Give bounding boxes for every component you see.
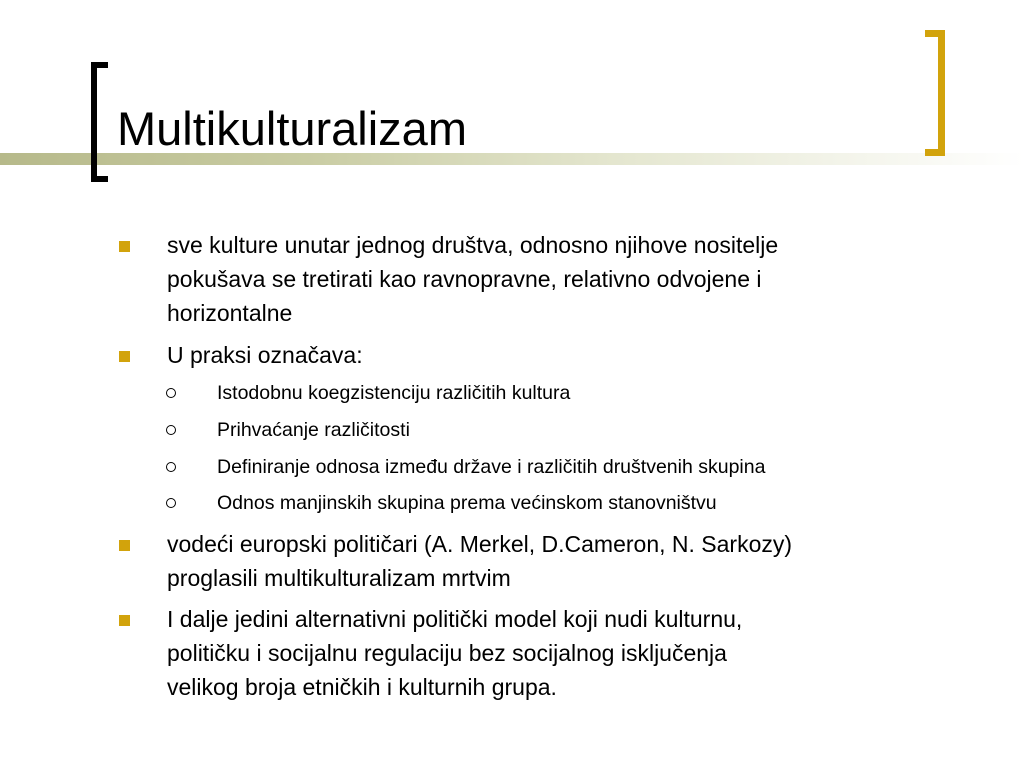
sub-bullet-text: Odnos manjinskih skupina prema većinskom stanovništvu [217,492,717,514]
sub-bullet-text: Definiranje odnosa između države i različitih društvenih skupina [217,456,766,478]
circle-bullet-icon [166,498,176,508]
circle-bullet-icon [166,462,176,472]
bullet-line: velikog broja etničkih i kulturnih grupa. [167,674,557,700]
sub-bullet-text: Istodobnu koegzistenciju različitih kultura [217,382,571,404]
sub-bullet-text: Prihvaćanje različitosti [217,419,410,441]
circle-bullet-icon [166,425,176,435]
circle-bullet-icon [166,388,176,398]
bullet-line: sve kulture unutar jednog društva, odnosno njihove nositelje [167,232,779,258]
square-bullet-icon [119,241,130,252]
slide-title: Multikulturalizam [117,102,467,155]
square-bullet-icon [119,615,130,626]
bullet-line: pokušava se tretirati kao ravnopravne, relativno odvojene i [167,266,762,292]
bullet-line: vodeći europski političari (A. Merkel, D.Cameron, N. Sarkozy) [167,531,793,557]
square-bullet-icon [119,351,130,362]
bullet-line: I dalje jedini alternativni politički model koji nudi kulturnu, [167,606,743,632]
left-bracket-decoration [91,62,108,182]
right-bracket-decoration [925,30,945,156]
bullet-line: proglasili multikulturalizam mrtvim [167,565,511,591]
square-bullet-icon [119,540,130,551]
bullet-line: horizontalne [167,300,293,326]
bullet-line: političku i socijalnu regulaciju bez socijalnog isključenja [167,640,727,666]
bullet-line: U praksi označava: [167,342,363,368]
